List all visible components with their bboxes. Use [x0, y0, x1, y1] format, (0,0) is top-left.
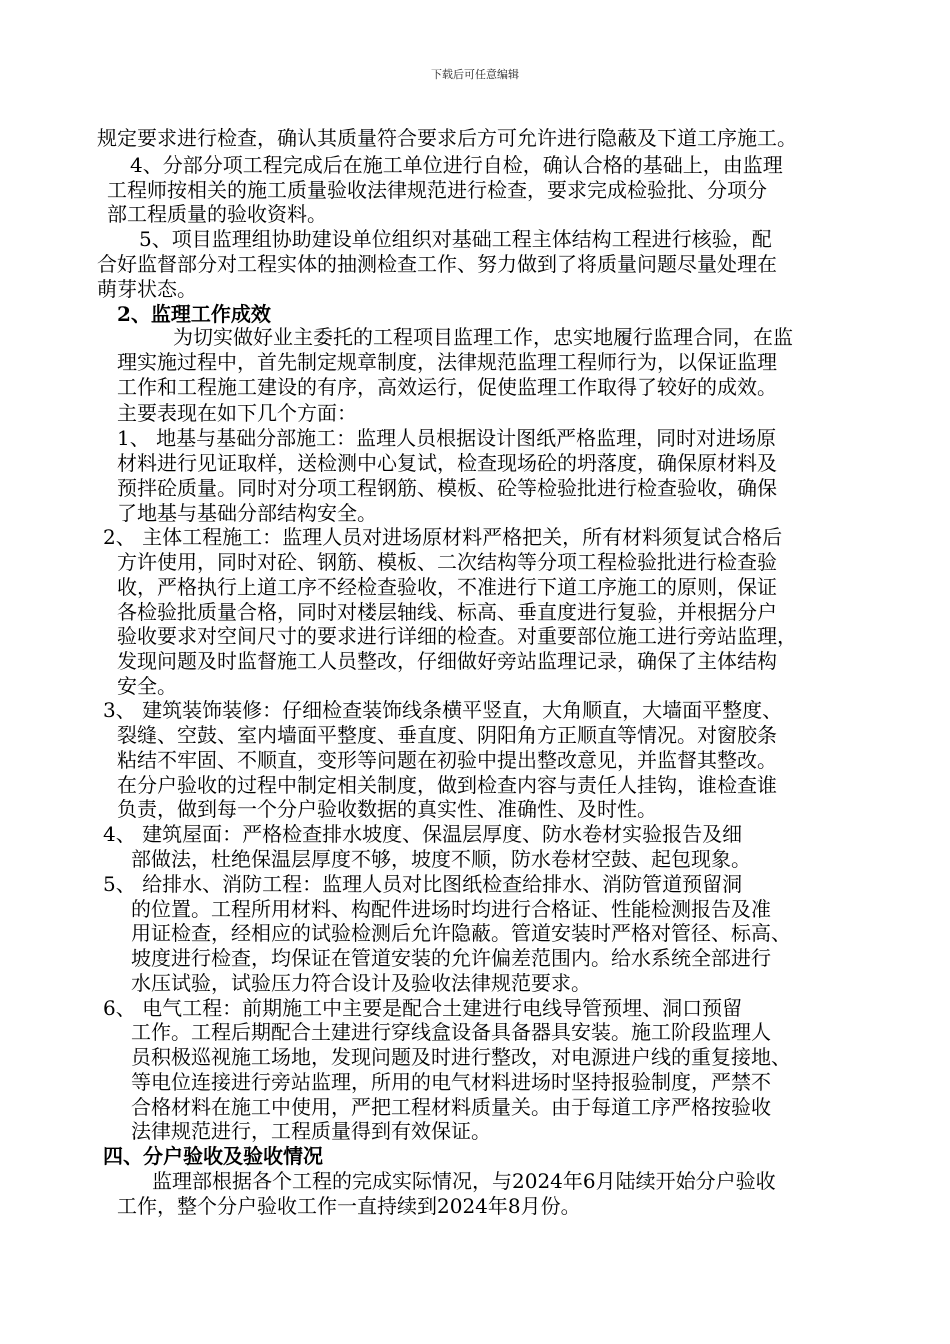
paragraph-line: 5、项目监理组协助建设单位组织对基础工程主体结构工程进行核验，配: [139, 227, 772, 251]
list-item-line: 负责，做到每一个分户验收数据的真实性、准确性、及时性。: [117, 797, 657, 821]
paragraph-line: 规定要求进行检查，确认其质量符合要求后方可允许进行隐蔽及下道工序施工。: [97, 126, 797, 150]
list-item-line: 收，严格执行上道工序不经检查验收，不准进行下道工序施工的原则，保证: [117, 575, 777, 599]
paragraph-line: 为切实做好业主委托的工程项目监理工作，忠实地履行监理合同，在监: [173, 325, 793, 349]
list-item-line: 材料进行见证取样，送检测中心复试，检查现场砼的坍落度，确保原材料及: [117, 451, 777, 475]
section-heading: 四、分户验收及验收情况: [103, 1144, 323, 1168]
paragraph-line: 萌芽状态。: [97, 277, 197, 301]
paragraph-line: 理实施过程中，首先制定规章制度，法律规范监理工程师行为，以保证监理: [117, 350, 777, 374]
list-item-line: 法律规范进行，工程质量得到有效保证。: [131, 1119, 491, 1143]
list-item-line: 的位置。工程所用材料、构配件进场时均进行合格证、性能检测报告及准: [131, 897, 771, 921]
list-item-line: 3、 建筑装饰装修：仔细检查装饰线条横平竖直，大角顺直，大墙面平整度、: [103, 698, 783, 722]
list-item-line: 4、 建筑屋面：严格检查排水坡度、保温层厚度、防水卷材实验报告及细: [103, 822, 743, 846]
paragraph-line: 工作，整个分户验收工作一直持续到2024年8月份。: [117, 1194, 581, 1218]
paragraph-line: 监理部根据各个工程的完成实际情况，与2024年6月陆续开始分户验收: [152, 1169, 776, 1193]
list-item-line: 方许使用，同时对砼、钢筋、模板、二次结构等分项工程检验批进行检查验: [117, 550, 777, 574]
list-item-line: 坡度进行检查，均保证在管道安装的允许偏差范围内。给水系统全部进行: [131, 946, 771, 970]
section-heading: 2、监理工作成效: [117, 302, 271, 326]
list-item-line: 裂缝、空鼓、室内墙面平整度、垂直度、阴阳角方正顺直等情况。对窗胶条: [117, 723, 777, 747]
paragraph-line: 主要表现在如下几个方面：: [117, 401, 357, 425]
list-item-line: 工作。工程后期配合土建进行穿线盒设备具备器具安装。施工阶段监理人: [131, 1020, 771, 1044]
list-item-line: 1、 地基与基础分部施工：监理人员根据设计图纸严格监理，同时对进场原: [117, 426, 777, 450]
paragraph-line: 4、分部分项工程完成后在施工单位进行自检，确认合格的基础上，由监理: [130, 153, 783, 177]
list-item-line: 在分户验收的过程中制定相关制度，做到检查内容与责任人挂钩，谁检查谁: [117, 773, 777, 797]
list-item-line: 用证检查，经相应的试验检测后允许隐蔽。管道安装时严格对管径、标高、: [131, 921, 791, 945]
list-item-line: 预拌砼质量。同时对分项工程钢筋、模板、砼等检验批进行检查验收，确保: [117, 476, 777, 500]
list-item-line: 6、 电气工程：前期施工中主要是配合土建进行电线导管预埋、洞口预留: [103, 996, 743, 1020]
page-header: 下载后可任意编辑: [431, 68, 519, 81]
paragraph-line: 工程师按相关的施工质量验收法律规范进行检查，要求完成检验批、分项分: [107, 178, 767, 202]
list-item-line: 2、 主体工程施工：监理人员对进场原材料严格把关，所有材料须复试合格后: [103, 525, 783, 549]
list-item-line: 粘结不牢固、不顺直，变形等问题在初验中提出整改意见，并监督其整改。: [117, 748, 777, 772]
list-item-line: 验收要求对空间尺寸的要求进行详细的检查。对重要部位施工进行旁站监理，: [117, 624, 797, 648]
list-item-line: 水压试验，试验压力符合设计及验收法律规范要求。: [131, 971, 591, 995]
paragraph-line: 合好监督部分对工程实体的抽测检查工作、努力做到了将质量问题尽量处理在: [97, 252, 777, 276]
list-item-line: 部做法，杜绝保温层厚度不够，坡度不顺，防水卷材空鼓、起包现象。: [131, 847, 751, 871]
list-item-line: 发现问题及时监督施工人员整改，仔细做好旁站监理记录，确保了主体结构: [117, 649, 777, 673]
paragraph-line: 部工程质量的验收资料。: [107, 202, 327, 226]
list-item-line: 安全。: [117, 674, 177, 698]
list-item-line: 各检验批质量合格，同时对楼层轴线、标高、垂直度进行复验，并根据分户: [117, 600, 777, 624]
list-item-line: 等电位连接进行旁站监理，所用的电气材料进场时坚持报验制度，严禁不: [131, 1070, 771, 1094]
list-item-line: 合格材料在施工中使用，严把工程材料质量关。由于每道工序严格按验收: [131, 1095, 771, 1119]
list-item-line: 员积极巡视施工场地，发现问题及时进行整改，对电源进户线的重复接地、: [131, 1045, 791, 1069]
paragraph-line: 工作和工程施工建设的有序，高效运行，促使监理工作取得了较好的成效。: [117, 375, 777, 399]
list-item-line: 5、 给排水、消防工程：监理人员对比图纸检查给排水、消防管道预留洞: [103, 872, 743, 896]
list-item-line: 了地基与基础分部结构安全。: [117, 501, 377, 525]
